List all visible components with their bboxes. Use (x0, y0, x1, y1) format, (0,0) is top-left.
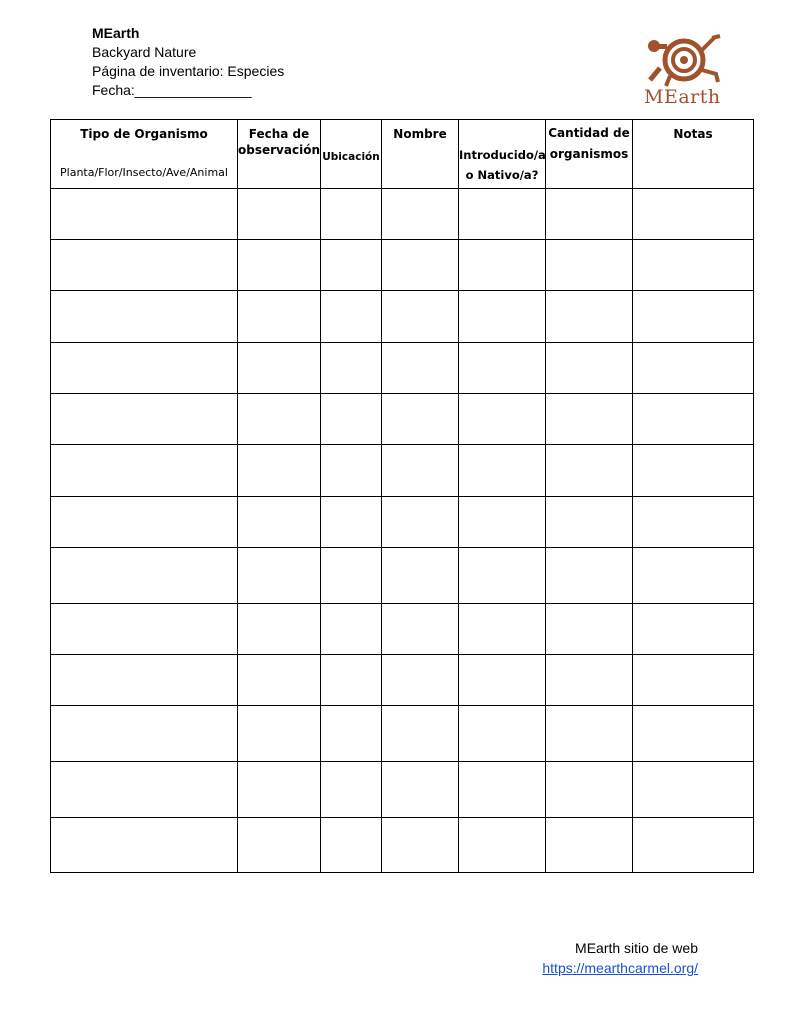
table-row (51, 497, 754, 548)
table-cell[interactable] (382, 548, 459, 604)
col-header-tipo: Tipo de Organismo Planta/Flor/Insecto/Ave/Animal (51, 120, 238, 189)
table-cell[interactable] (633, 706, 754, 762)
document-header (92, 24, 284, 100)
table-cell[interactable] (321, 604, 382, 655)
website-link[interactable]: https://mearthcarmel.org/ (542, 960, 698, 976)
table-cell[interactable] (546, 291, 633, 343)
col-header-ubicacion: Ubicación (321, 120, 382, 189)
table-cell[interactable] (321, 706, 382, 762)
table-row (51, 291, 754, 343)
table-cell[interactable] (51, 548, 238, 604)
table-cell[interactable] (51, 240, 238, 291)
table-cell[interactable] (321, 189, 382, 240)
col-header-cantidad: Cantidad de organismos (546, 120, 633, 189)
org-name: MEarth (92, 25, 140, 41)
table-cell[interactable] (238, 291, 321, 343)
document-footer (542, 938, 698, 978)
table-row (51, 604, 754, 655)
table-cell[interactable] (546, 189, 633, 240)
table-cell[interactable] (459, 548, 546, 604)
col-header-notas: Notas (633, 120, 754, 189)
table-cell[interactable] (321, 818, 382, 873)
table-cell[interactable] (633, 818, 754, 873)
table-cell[interactable] (321, 548, 382, 604)
table-cell[interactable] (546, 655, 633, 706)
table-cell[interactable] (321, 240, 382, 291)
table-cell[interactable] (51, 189, 238, 240)
col-header-introducido: Introducido/a o Nativo/a? (459, 120, 546, 189)
table-cell[interactable] (51, 818, 238, 873)
table-cell[interactable] (459, 706, 546, 762)
table-cell[interactable] (238, 394, 321, 445)
table-cell[interactable] (238, 189, 321, 240)
table-cell[interactable] (321, 445, 382, 497)
table-cell[interactable] (459, 818, 546, 873)
table-row (51, 189, 754, 240)
col-header-nombre: Nombre (382, 120, 459, 189)
table-row (51, 818, 754, 873)
table-cell[interactable] (382, 240, 459, 291)
table-cell[interactable] (633, 655, 754, 706)
table-row (51, 706, 754, 762)
table-cell[interactable] (321, 343, 382, 394)
table-cell[interactable] (546, 497, 633, 548)
table-cell[interactable] (546, 394, 633, 445)
table-cell[interactable] (51, 604, 238, 655)
table-cell[interactable] (321, 655, 382, 706)
table-cell[interactable] (382, 394, 459, 445)
table-cell[interactable] (459, 343, 546, 394)
table-cell[interactable] (321, 497, 382, 548)
table-cell[interactable] (459, 394, 546, 445)
table-cell[interactable] (633, 762, 754, 818)
table-cell[interactable] (382, 604, 459, 655)
table-cell[interactable] (382, 189, 459, 240)
page-title: Página de inventario: Especies (92, 63, 285, 79)
table-cell[interactable] (321, 762, 382, 818)
table-cell[interactable] (633, 445, 754, 497)
table-cell[interactable] (321, 291, 382, 343)
table-cell[interactable] (459, 445, 546, 497)
table-cell[interactable] (51, 445, 238, 497)
logo-text: MEarth (644, 86, 721, 108)
table-cell[interactable] (459, 240, 546, 291)
table-body (51, 189, 754, 873)
col-header-fecha: Fecha de observación (238, 120, 321, 189)
table-cell[interactable] (382, 655, 459, 706)
table-cell[interactable] (51, 655, 238, 706)
table-cell[interactable] (633, 343, 754, 394)
table-cell[interactable] (382, 445, 459, 497)
date-field: Fecha:_______________ (92, 82, 252, 98)
table-cell[interactable] (238, 818, 321, 873)
table-cell[interactable] (633, 604, 754, 655)
table-cell[interactable] (238, 240, 321, 291)
table-cell[interactable] (51, 706, 238, 762)
table-cell[interactable] (382, 818, 459, 873)
table-cell[interactable] (382, 291, 459, 343)
table-cell[interactable] (321, 394, 382, 445)
table-cell[interactable] (459, 655, 546, 706)
table-cell[interactable] (459, 497, 546, 548)
table-cell[interactable] (238, 445, 321, 497)
table-cell[interactable] (238, 655, 321, 706)
table-row (51, 548, 754, 604)
table-cell[interactable] (51, 291, 238, 343)
table-cell[interactable] (546, 240, 633, 291)
table-cell[interactable] (238, 762, 321, 818)
table-cell[interactable] (238, 497, 321, 548)
table-cell[interactable] (546, 762, 633, 818)
table-cell[interactable] (382, 762, 459, 818)
table-cell[interactable] (459, 291, 546, 343)
table-cell[interactable] (633, 548, 754, 604)
table-cell[interactable] (633, 394, 754, 445)
table-cell[interactable] (382, 706, 459, 762)
table-cell[interactable] (546, 548, 633, 604)
table-header-row (51, 120, 754, 189)
table-cell[interactable] (51, 762, 238, 818)
table-cell[interactable] (51, 497, 238, 548)
table-cell[interactable] (459, 762, 546, 818)
table-cell[interactable] (633, 497, 754, 548)
col-header-tipo-sub: Planta/Flor/Insecto/Ave/Animal (60, 166, 228, 179)
table-row (51, 445, 754, 497)
table-cell[interactable] (459, 189, 546, 240)
species-inventory-table (50, 119, 754, 873)
table-cell[interactable] (382, 497, 459, 548)
table-cell[interactable] (546, 818, 633, 873)
table-cell[interactable] (633, 291, 754, 343)
table-cell[interactable] (51, 343, 238, 394)
table-cell[interactable] (546, 604, 633, 655)
table-cell[interactable] (633, 240, 754, 291)
table-row (51, 762, 754, 818)
table-cell[interactable] (633, 189, 754, 240)
site-label: MEarth sitio de web (575, 940, 698, 956)
table-cell[interactable] (382, 343, 459, 394)
table-cell[interactable] (546, 343, 633, 394)
table-cell[interactable] (546, 706, 633, 762)
table-cell[interactable] (238, 343, 321, 394)
table-cell[interactable] (546, 445, 633, 497)
table-cell[interactable] (51, 394, 238, 445)
table-row (51, 394, 754, 445)
table-cell[interactable] (238, 604, 321, 655)
table-row (51, 343, 754, 394)
table-cell[interactable] (238, 548, 321, 604)
table-row (51, 655, 754, 706)
program-name: Backyard Nature (92, 44, 197, 60)
table-row (51, 240, 754, 291)
table-cell[interactable] (238, 706, 321, 762)
table-cell[interactable] (459, 604, 546, 655)
